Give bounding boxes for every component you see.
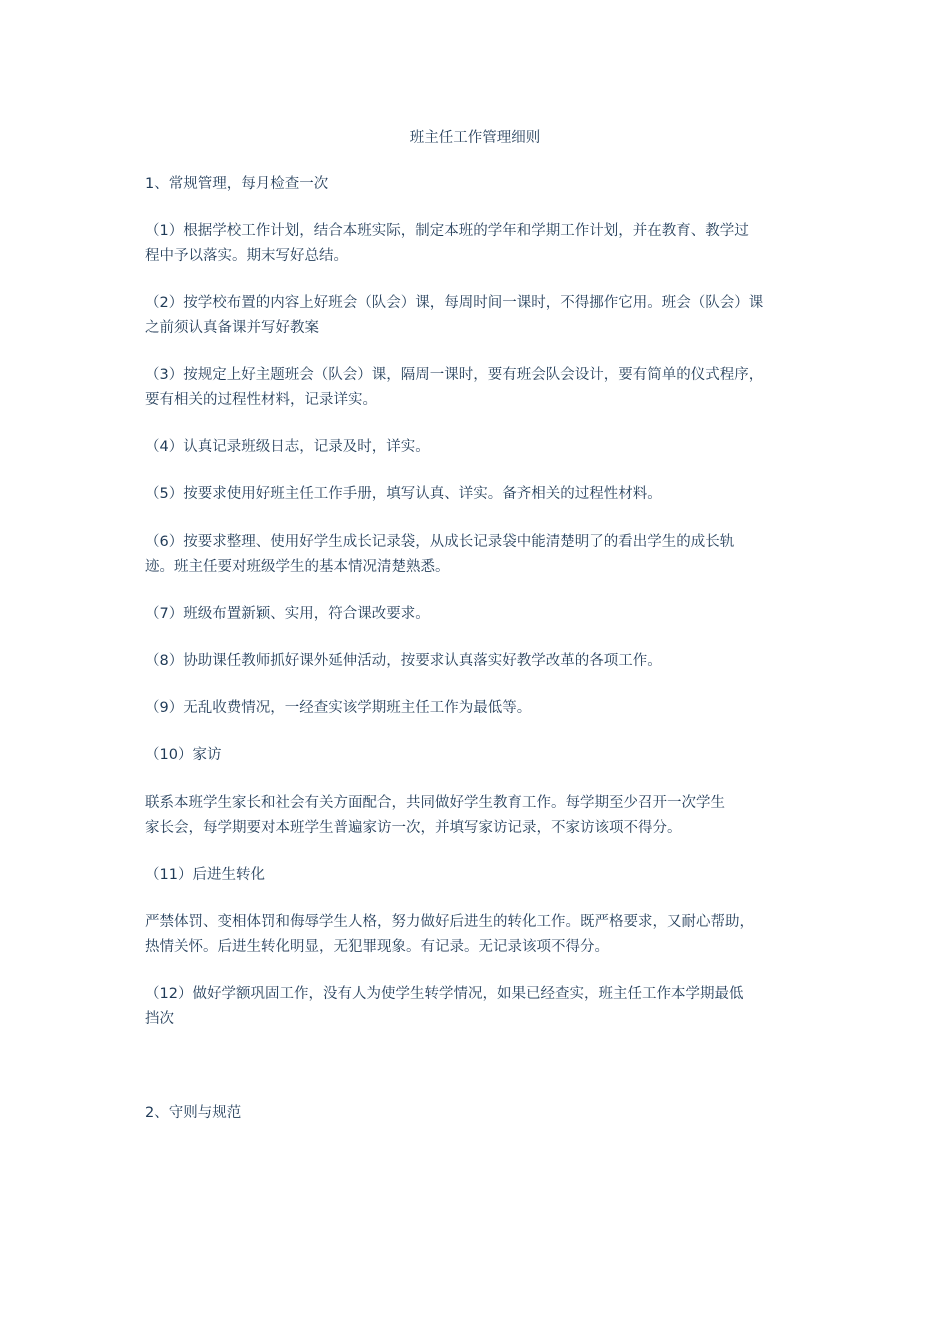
item-10-heading: （10）家访 [145,747,222,763]
item-8: （8）协助课任教师抓好课外延伸活动，按要求认真落实好教学改革的各项工作。 [145,653,662,669]
item-6-line-1: （6）按要求整理、使用好学生成长记录袋，从成长记录袋中能清楚明了的看出学生的成长轨 [145,534,735,550]
section-heading-2: 2、守则与规范 [145,1105,242,1121]
item-7: （7）班级布置新颖、实用，符合课改要求。 [145,606,430,622]
item-1-line-1: （1）根据学校工作计划，结合本班实际，制定本班的学年和学期工作计划，并在教育、教学过 [145,223,749,239]
section-heading-1: 1、常规管理，每月检查一次 [145,176,329,192]
item-2-line-1: （2）按学校布置的内容上好班会（队会）课，每周时间一课时，不得挪作它用。班会（队会）课 [145,295,764,311]
item-4: （4）认真记录班级日志，记录及时，详实。 [145,439,430,455]
item-9: （9）无乱收费情况，一经查实该学期班主任工作为最低等。 [145,700,532,716]
item-11-body-line-1: 严禁体罚、变相体罚和侮辱学生人格，努力做好后进生的转化工作。既严格要求，又耐心帮助， [145,914,754,930]
item-2-line-2: 之前须认真备课并写好教案 [145,320,319,336]
document-title: 班主任工作管理细则 [409,130,541,146]
item-10-body-line-2: 家长会，每学期要对本班学生普遍家访一次，并填写家访记录，不家访该项不得分。 [145,820,682,836]
item-10-body-line-1: 联系本班学生家长和社会有关方面配合，共同做好学生教育工作。每学期至少召开一次学生 [145,795,725,811]
item-6-line-2: 迹。班主任要对班级学生的基本情况清楚熟悉。 [145,559,450,575]
item-12-line-1: （12）做好学额巩固工作，没有人为使学生转学情况，如果已经查实，班主任工作本学期最低 [145,986,744,1002]
item-1-line-2: 程中予以落实。期末写好总结。 [145,248,348,264]
item-5: （5）按要求使用好班主任工作手册，填写认真、详实。备齐相关的过程性材料。 [145,486,662,502]
item-3-line-1: （3）按规定上好主题班会（队会）课，隔周一课时，要有班会队会设计，要有简单的仪式程序， [145,367,764,383]
item-11-body-line-2: 热情关怀。后进生转化明显，无犯罪现象。有记录。无记录该项不得分。 [145,939,609,955]
item-11-heading: （11）后进生转化 [145,867,265,883]
item-12-line-2: 挡次 [145,1011,174,1027]
item-3-line-2: 要有相关的过程性材料，记录详实。 [145,392,377,408]
